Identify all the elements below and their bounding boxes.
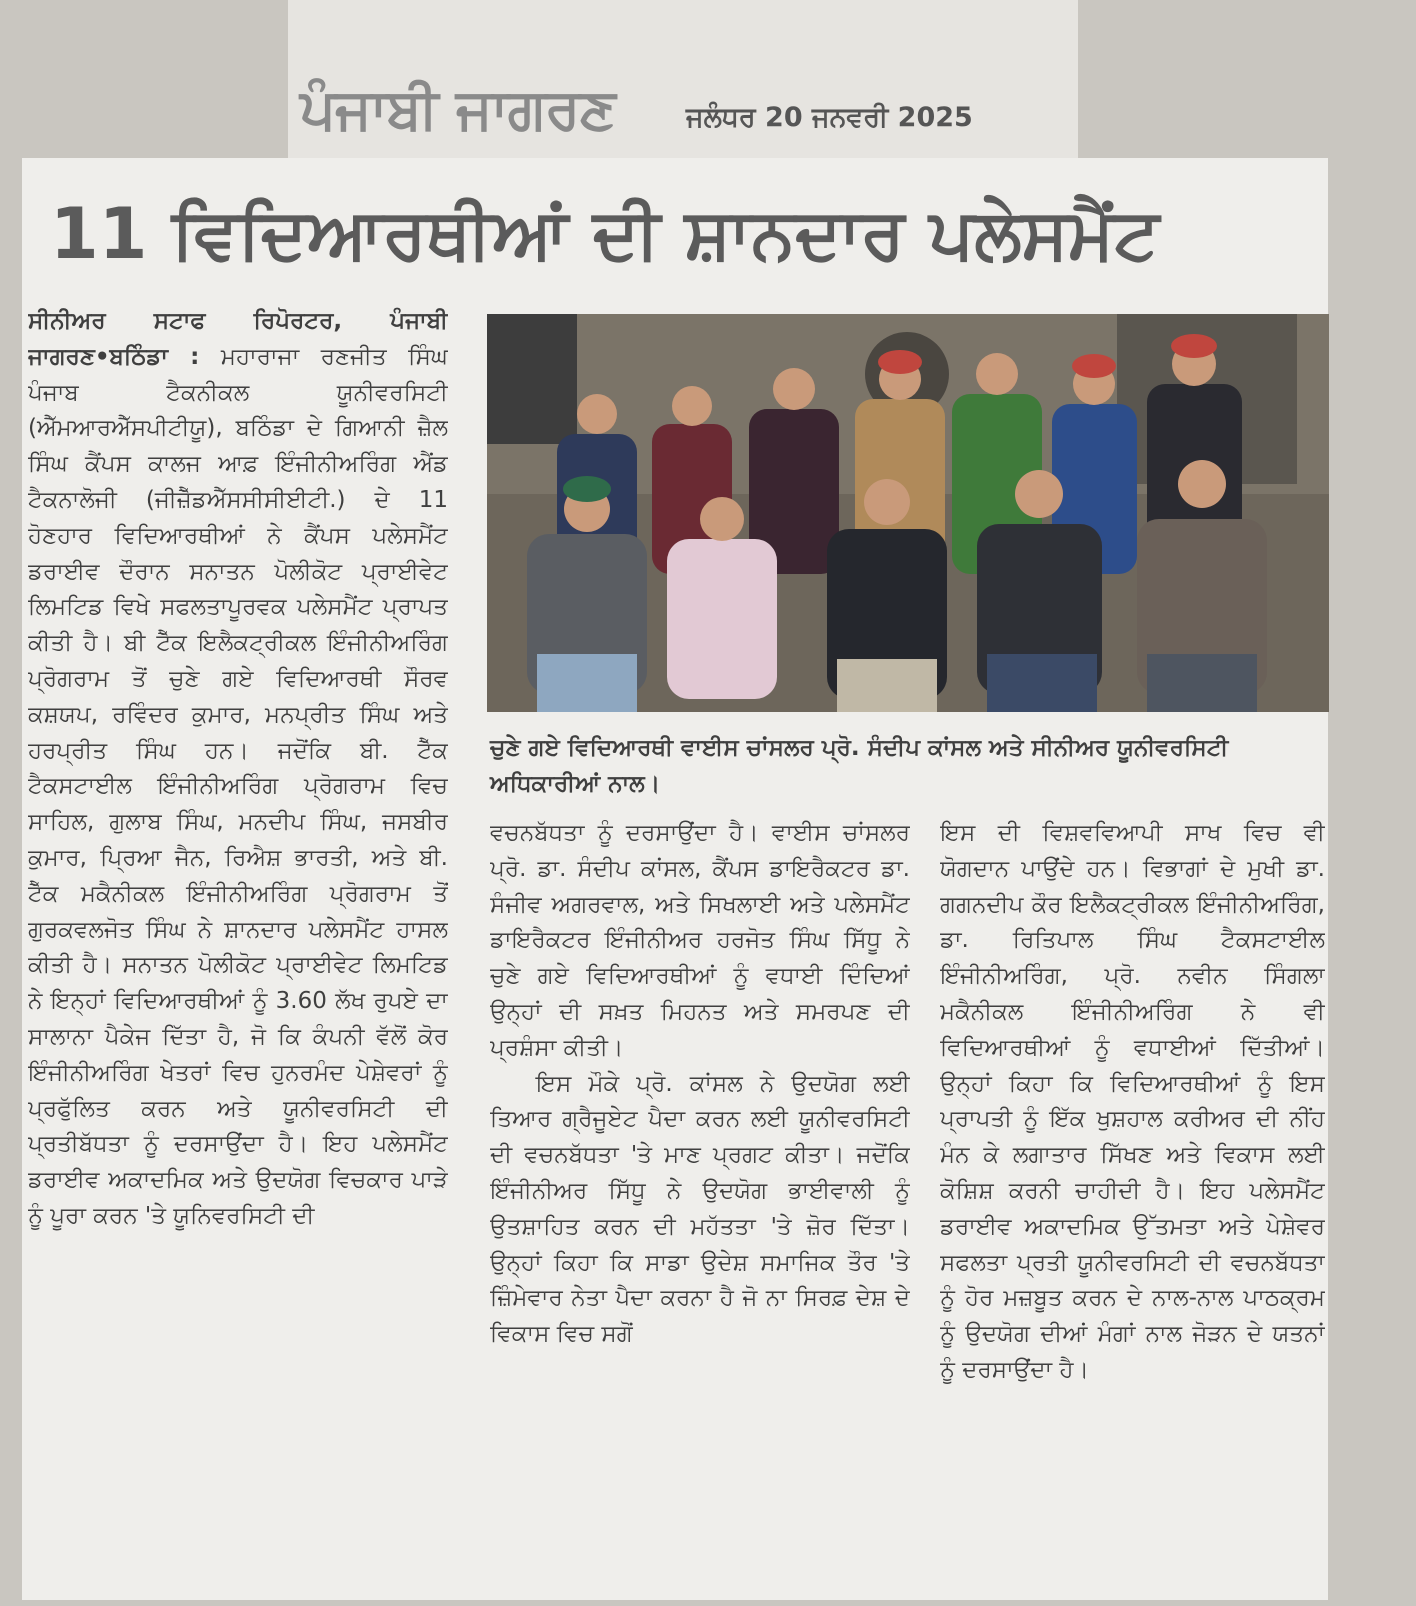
newspaper-logo: ਪੰਜਾਬੀ ਜਾਗਰਣ [300, 77, 615, 142]
article-paragraph: ਇਸ ਮੌਕੇ ਪ੍ਰੋ. ਕਾਂਸਲ ਨੇ ਉਦਯੋਗ ਲਈ ਤਿਆਰ ਗ੍ਰੈਜੂਏਟ ਪੈਦਾ ਕਰਨ ਲਈ ਯੂਨੀਵਰਸਿਟੀ ਦੀ ਵਚਨਬੱਧਤਾ 'ਤੇ ਮਾਣ ਪ੍ਰਗਟ ਕੀਤਾ। ਜਦੋਂਕਿ ਇੰਜੀਨੀਅਰ ਸਿੱਧੂ ਨੇ ਉਦਯੋਗ ਭਾਈਵਾਲੀ ਨੂੰ ਉਤਸ਼ਾਹਿਤ ਕਰਨ ਦੀ ਮਹੱਤਤਾ 'ਤੇ ਜ਼ੋਰ ਦਿੱਤਾ। ਉਨ੍ਹਾਂ ਕਿਹਾ ਕਿ ਸਾਡਾ ਉਦੇਸ਼ ਸਮਾਜਿਕ ਤੌਰ 'ਤੇ ਜ਼ਿੰਮੇਵਾਰ ਨੇਤਾ ਪੈਦਾ ਕਰਨਾ ਹੈ ਜੋ ਨਾ ਸਿਰਫ਼ ਦੇਸ਼ ਦੇ ਵਿਕਾਸ ਵਿਚ ਸਗੋਂ [490, 1070, 910, 1348]
dateline: ਜਲੰਧਰ 20 ਜਨਵਰੀ 2025 [686, 102, 973, 133]
article-byline: ਸੀਨੀਅਰ ਸਟਾਫ ਰਿਪੋਰਟਰ, ਪੰਜਾਬੀ ਜਾਗਰਣ•ਬਠਿੰਡਾ : [28, 308, 448, 370]
article-column-right [940, 816, 1325, 1556]
article-headline: 11 ਵਿਦਿਆਰਥੀਆਂ ਦੀ ਸ਼ਾਨਦਾਰ ਪਲੇਸਮੈਂਟ [50, 193, 1160, 275]
article-column-left [28, 304, 448, 1594]
group-photo-illustration [487, 314, 1329, 712]
article-paragraph: ਇਸ ਦੀ ਵਿਸ਼ਵਵਿਆਪੀ ਸਾਖ ਵਿਚ ਵੀ ਯੋਗਦਾਨ ਪਾਉਂਦੇ ਹਨ। ਵਿਭਾਗਾਂ ਦੇ ਮੁਖੀ ਡਾ. ਗਗਨਦੀਪ ਕੌਰ ਇਲੈਕਟ੍ਰੀਕਲ ਇੰਜੀਨੀਅਰਿੰਗ, ਡਾ. ਰਿਤਿਪਾਲ ਸਿੰਘ ਟੈਕਸਟਾਈਲ ਇੰਜੀਨੀਅਰਿੰਗ, ਪ੍ਰੋ. ਨਵੀਨ ਸਿੰਗਲਾ ਮਕੈਨੀਕਲ ਇੰਜੀਨੀਅਰਿੰਗ ਨੇ ਵੀ ਵਿਦਿਆਰਥੀਆਂ ਨੂੰ ਵਧਾਈਆਂ ਦਿੱਤੀਆਂ। ਉਨ੍ਹਾਂ ਕਿਹਾ ਕਿ ਵਿਦਿਆਰਥੀਆਂ ਨੂੰ ਇਸ ਪ੍ਰਾਪਤੀ ਨੂੰ ਇੱਕ ਖੁਸ਼ਹਾਲ ਕਰੀਅਰ ਦੀ ਨੀਂਹ ਮੰਨ ਕੇ ਲਗਾਤਾਰ ਸਿੱਖਣ ਅਤੇ ਵਿਕਾਸ ਲਈ ਕੋਸ਼ਿਸ਼ ਕਰਨੀ ਚਾਹੀਦੀ ਹੈ। ਇਹ ਪਲੇਸਮੈਂਟ ਡਰਾਈਵ ਅਕਾਦਮਿਕ ਉੱਤਮਤਾ ਅਤੇ ਪੇਸ਼ੇਵਰ ਸਫਲਤਾ ਪ੍ਰਤੀ ਯੂਨੀਵਰਸਿਟੀ ਦੀ ਵਚਨਬੱਧਤਾ ਨੂੰ ਹੋਰ ਮਜ਼ਬੂਤ ਕਰਨ ਦੇ ਨਾਲ-ਨਾਲ ਪਾਠਕ੍ਰਮ ਨੂੰ ਉਦਯੋਗ ਦੀਆਂ ਮੰਗਾਂ ਨਾਲ ਜੋੜਨ ਦੇ ਯਤਨਾਂ ਨੂੰ ਦਰਸਾਉਂਦਾ ਹੈ। [940, 820, 1325, 1383]
article-paragraph: ਮਹਾਰਾਜਾ ਰਣਜੀਤ ਸਿੰਘ ਪੰਜਾਬ ਟੈਕਨੀਕਲ ਯੂਨੀਵਰਸਿਟੀ (ਐੱਮਆਰਐੱਸਪੀਟੀਯੂ), ਬਠਿੰਡਾ ਦੇ ਗਿਆਨੀ ਜ਼ੈਲ ਸਿੰਘ ਕੈਂਪਸ ਕਾਲਜ ਆਫ਼ ਇੰਜੀਨੀਅਰਿੰਗ ਐਂਡ ਟੈਕਨਾਲੋਜੀ (ਜੀਜ਼ੈੱਡਐੱਸਸੀਸੀਈਟੀ.) ਦੇ 11 ਹੋਣਹਾਰ ਵਿਦਿਆਰਥੀਆਂ ਨੇ ਕੈਂਪਸ ਪਲੇਸਮੈਂਟ ਡਰਾਈਵ ਦੌਰਾਨ ਸਨਾਤਨ ਪੋਲੀਕੋਟ ਪ੍ਰਾਈਵੇਟ ਲਿਮਟਿਡ ਵਿਖੇ ਸਫਲਤਾਪੂਰਵਕ ਪਲੇਸਮੈਂਟ ਪ੍ਰਾਪਤ ਕੀਤੀ ਹੈ। ਬੀ ਟੈੱਕ ਇਲੈਕਟ੍ਰੀਕਲ ਇੰਜੀਨੀਅਰਿੰਗ ਪ੍ਰੋਗਰਾਮ ਤੋਂ ਚੁਣੇ ਗਏ ਵਿਦਿਆਰਥੀ ਸੌਰਵ ਕਸ਼ਯਪ, ਰਵਿੰਦਰ ਕੁਮਾਰ, ਮਨਪ੍ਰੀਤ ਸਿੰਘ ਅਤੇ ਹਰਪ੍ਰੀਤ ਸਿੰਘ ਹਨ। ਜਦੋਂਕਿ ਬੀ. ਟੈੱਕ ਟੈਕਸਟਾਈਲ ਇੰਜੀਨੀਅਰਿੰਗ ਪ੍ਰੋਗਰਾਮ ਵਿਚ ਸਾਹਿਲ, ਗੁਲਾਬ ਸਿੰਘ, ਮਨਦੀਪ ਸਿੰਘ, ਜਸਬੀਰ ਕੁਮਾਰ, ਪ੍ਰਿਆ ਜੈਨ, ਰਿਐਸ਼ ਭਾਰਤੀ, ਅਤੇ ਬੀ. ਟੈੱਕ ਮਕੈਨੀਕਲ ਇੰਜੀਨੀਅਰਿੰਗ ਪ੍ਰੋਗਰਾਮ ਤੋਂ ਗੁਰਕਵਲਜੋਤ ਸਿੰਘ ਨੇ ਸ਼ਾਨਦਾਰ ਪਲੇਸਮੈਂਟ ਹਾਸਲ ਕੀਤੀ ਹੈ। ਸਨਾਤਨ ਪੋਲੀਕੋਟ ਪ੍ਰਾਈਵੇਟ ਲਿਮਟਿਡ ਨੇ ਇਨ੍ਹਾਂ ਵਿਦਿਆਰਥੀਆਂ ਨੂੰ 3.60 ਲੱਖ ਰੁਪਏ ਦਾ ਸਾਲਾਨਾ ਪੈਕੇਜ ਦਿੱਤਾ ਹੈ, ਜੋ ਕਿ ਕੰਪਨੀ ਵੱਲੋਂ ਕੋਰ ਇੰਜੀਨੀਅਰਿੰਗ ਖੇਤਰਾਂ ਵਿਚ ਹੁਨਰਮੰਦ ਪੇਸ਼ੇਵਰਾਂ ਨੂੰ ਪ੍ਰਫੁੱਲਿਤ ਕਰਨ ਅਤੇ ਯੂਨੀਵਰਸਿਟੀ ਦੀ ਪ੍ਰਤੀਬੱਧਤਾ ਨੂੰ ਦਰਸਾਉਂਦਾ ਹੈ। ਇਹ ਪਲੇਸਮੈਂਟ ਡਰਾਈਵ ਅਕਾਦਮਿਕ ਅਤੇ ਉਦਯੋਗ ਵਿਚਕਾਰ ਪਾੜੇ ਨੂੰ ਪੂਰਾ ਕਰਨ 'ਤੇ ਯੂਨਿਵਰਸਿਟੀ ਦੀ [28, 343, 448, 1229]
photo-caption: ਚੁਣੇ ਗਏ ਵਿਦਿਆਰਥੀ ਵਾਈਸ ਚਾਂਸਲਰ ਪ੍ਰੋ. ਸੰਦੀਪ ਕਾਂਸਲ ਅਤੇ ਸੀਨੀਅਰ ਯੂਨੀਵਰਸਿਟੀ ਅਧਿਕਾਰੀਆਂ ਨਾਲ। [490, 735, 1229, 797]
article-column-middle [490, 816, 910, 1606]
article-paragraph: ਵਚਨਬੱਧਤਾ ਨੂੰ ਦਰਸਾਉਂਦਾ ਹੈ। ਵਾਈਸ ਚਾਂਸਲਰ ਪ੍ਰੋ. ਡਾ. ਸੰਦੀਪ ਕਾਂਸਲ, ਕੈਂਪਸ ਡਾਇਰੈਕਟਰ ਡਾ. ਸੰਜੀਵ ਅਗਰਵਾਲ, ਅਤੇ ਸਿਖਲਾਈ ਅਤੇ ਪਲੇਸਮੈਂਟ ਡਾਇਰੈਕਟਰ ਇੰਜੀਨੀਅਰ ਹਰਜੋਤ ਸਿੰਘ ਸਿੱਧੂ ਨੇ ਚੁਣੇ ਗਏ ਵਿਦਿਆਰਥੀਆਂ ਨੂੰ ਵਧਾਈ ਦਿੰਦਿਆਂ ਉਨ੍ਹਾਂ ਦੀ ਸਖ਼ਤ ਮਿਹਨਤ ਅਤੇ ਸਮਰਪਣ ਦੀ ਪ੍ਰਸ਼ੰਸਾ ਕੀਤੀ। [490, 820, 910, 1061]
group-photo [487, 314, 1329, 712]
